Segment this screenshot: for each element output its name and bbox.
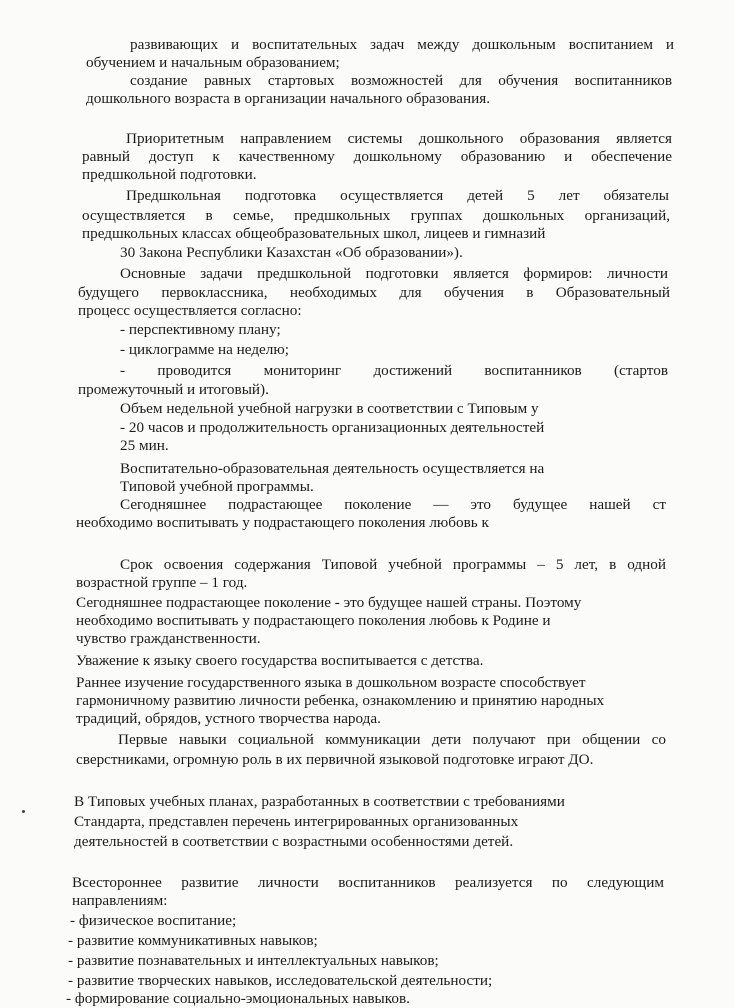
text-line: будущего первоклассника, необходимых для обучения в Образовательный (78, 284, 670, 301)
text-line: Уважение к языку своего государства воспитывается с детства. (76, 652, 484, 669)
text-line: - формирование социально-эмоциональных навыков. (66, 990, 410, 1007)
text-line: дошкольного возраста в организации начального образования. (86, 90, 491, 107)
text-line: деятельностей в соответствии с возрастными особенностями детей. (74, 833, 514, 850)
text-line: предшкольной подготовки. (82, 166, 257, 183)
text-line: Всестороннее развитие личности воспитанников реализуется по следующим (72, 874, 664, 891)
text-line: равный доступ к качественному дошкольному образованию и обеспечение (82, 148, 672, 165)
text-line: Предшкольная подготовка осуществляется детей 5 лет обязателы (126, 187, 669, 204)
text-line: - 20 часов и продолжительность организационных деятельностей (120, 419, 545, 436)
text-line: Срок освоения содержания Типовой учебной программы – 5 лет, в одной (120, 556, 666, 573)
text-line: Основные задачи предшкольной подготовки является формиров: личности (120, 265, 668, 282)
text-line: осуществляется в семье, предшкольных группах дошкольных организаций, (82, 207, 670, 224)
text-line: - развитие творческих навыков, исследовательской деятельности; (68, 972, 493, 989)
text-line: Первые навыки социальной коммуникации дети получают при общении со (118, 731, 666, 748)
text-line: 25 мин. (120, 437, 169, 454)
text-line: гармоничному развитию личности ребенка, ознакомлению и принятию народных (76, 692, 605, 709)
text-line: необходимо воспитывать у подрастающего поколения любовь к Родине и (76, 612, 551, 629)
text-line: 30 Закона Республики Казахстан «Об образовании»). (120, 244, 463, 261)
text-line: чувство гражданственности. (76, 630, 261, 647)
text-line: возрастной группе – 1 год. (76, 574, 248, 591)
text-line: традиций, обрядов, устного творчества народа. (76, 710, 381, 727)
text-line: - циклограмме на неделю; (120, 341, 289, 358)
text-line: - проводится мониторинг достижений воспитанников (стартов (120, 362, 668, 379)
text-line: предшкольных классах общеобразовательных школ, лицеев и гимназий (82, 225, 546, 242)
text-line: Стандарта, представлен перечень интегрированных организованных (74, 813, 519, 830)
text-line: Типовой учебной программы. (120, 478, 314, 495)
text-line: Сегодняшнее подрастающее поколение — это будущее нашей ст (120, 496, 666, 513)
text-line: Приоритетным направлением системы дошкольного образования является (126, 130, 672, 147)
text-line: обучением и начальным образованием; (86, 54, 340, 71)
text-line: - перспективному плану; (120, 321, 281, 338)
text-line: - развитие коммуникативных навыков; (68, 932, 318, 949)
text-line: сверстниками, огромную роль в их первичной языковой подготовке играют ДО. (76, 751, 594, 768)
text-line: Сегодняшнее подрастающее поколение - это будущее нашей страны. Поэтому (76, 594, 582, 611)
text-line: развивающих и воспитательных задач между дошкольным воспитанием и (130, 36, 674, 53)
text-line: - развитие познавательных и интеллектуальных навыков; (68, 952, 439, 969)
text-line: - физическое воспитание; (70, 912, 237, 929)
text-line: В Типовых учебных планах, разработанных в соответствии с требованиями (74, 793, 565, 810)
text-line: направлениям: (72, 892, 168, 909)
text-line: Раннее изучение государственного языка в дошкольном возрасте способствует (76, 674, 586, 691)
scan-speck (22, 810, 25, 813)
text-line: процесс осуществляется согласно: (78, 302, 302, 319)
text-line: промежуточный и итоговый). (78, 381, 269, 398)
text-line: создание равных стартовых возможностей для обучения воспитанников (130, 72, 672, 89)
text-line: Объем недельной учебной нагрузки в соответствии с Типовым у (120, 400, 539, 417)
text-line: необходимо воспитывать у подрастающего поколения любовь к (76, 514, 489, 531)
text-line: Воспитательно-образовательная деятельность осуществляется на (120, 460, 545, 477)
